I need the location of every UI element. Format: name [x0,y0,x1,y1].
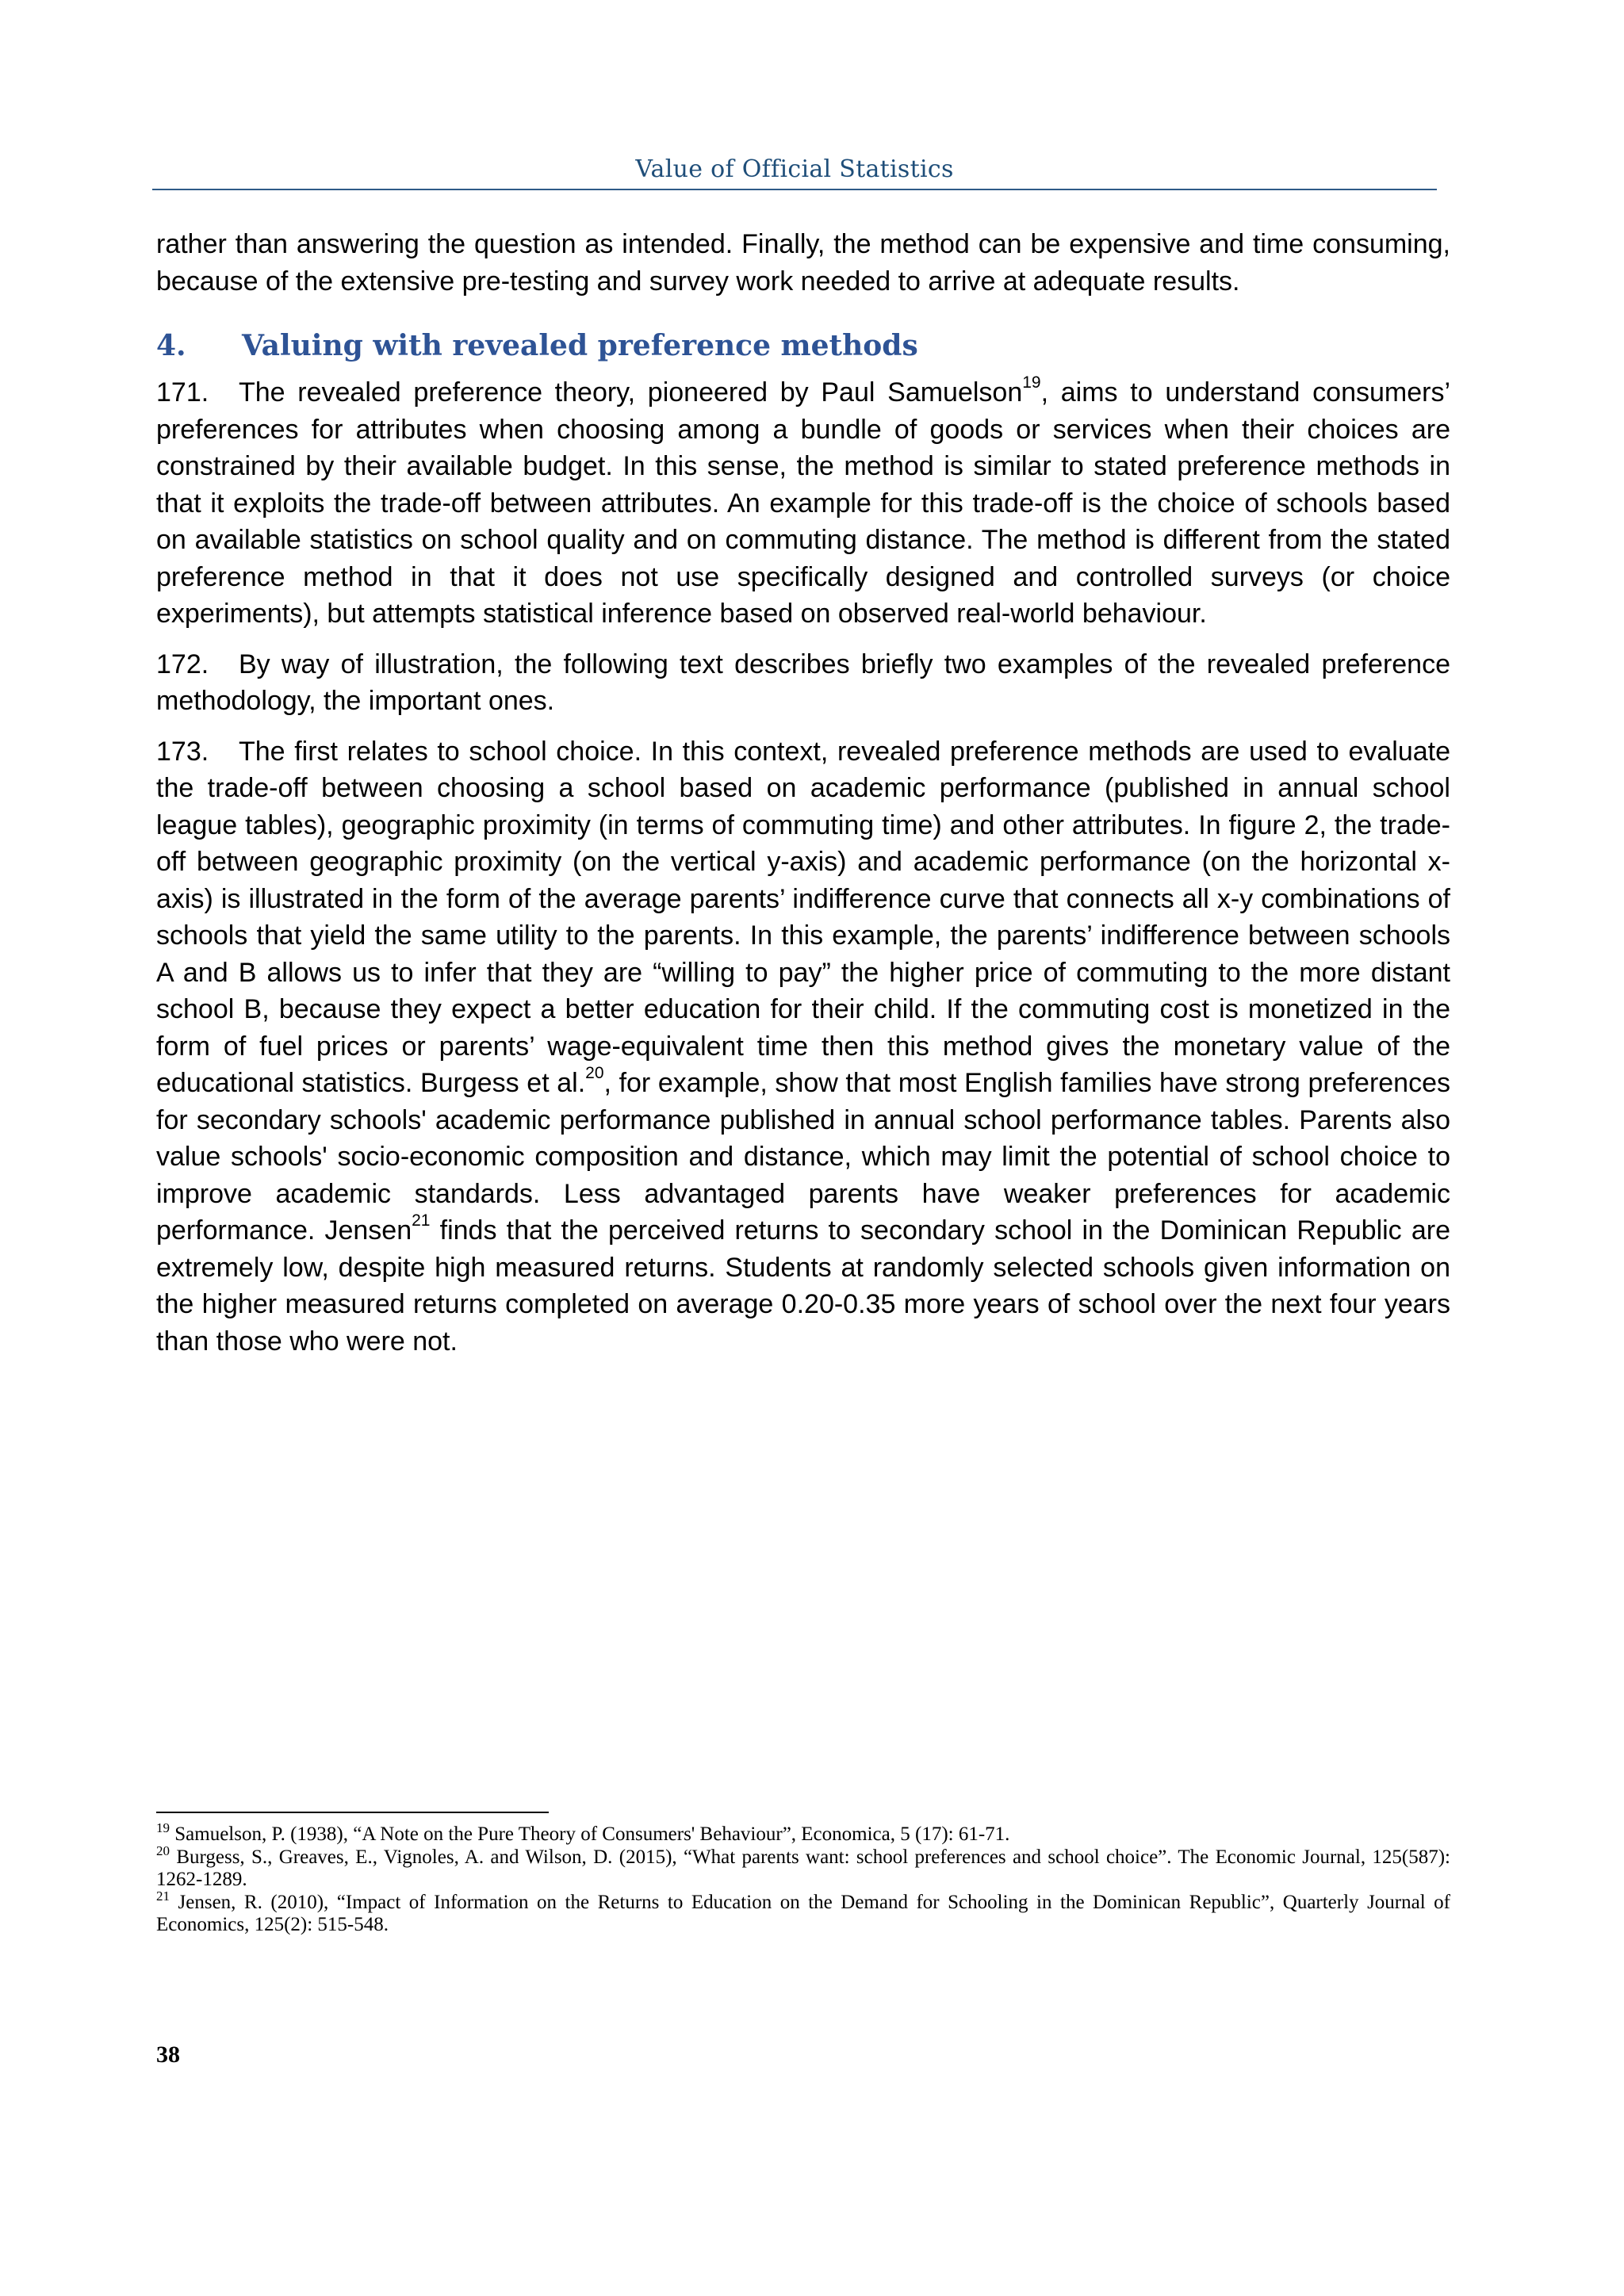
section-title: Valuing with revealed preference methods [242,329,918,362]
running-header: Value of Official Statistics [635,155,954,183]
footnote-text: Burgess, S., Greaves, E., Vignoles, A. and Wilson, D. (2015), “What parents want: school preferences and school choice”. The Economic Journal, 125(587): 1262-1289. [156,1846,1451,1890]
footnote-separator [156,1812,549,1813]
footnote-marker: 19 [156,1820,170,1835]
footnote-marker: 21 [156,1888,170,1904]
footnote-text: Jensen, R. (2010), “Impact of Information on the Returns to Education on the Demand for Schooling in the Dominican Republic”, Quarterly Journal of Economics, 125(2): 515-548. [156,1892,1450,1935]
paragraph-171 [156,374,1450,633]
paragraph-text: The first relates to school choice. In this context, revealed preference methods are used to evaluate the trade-off between choosing a school based on academic performance (published in annual school league tables), geographic proximity (in terms of commuting time) and other attributes. In figure 2, the trade-off between geographic proximity (on the vertical y-axis) and academic performance (on the horizontal x-axis) is illustrated in the form of the average parents’ indifference curve that connects all x-y combinations of schools that yield the same utility to the parents. In this example, the parents’ indifference between schools A and B allows us to infer that they are “willing to pay” the higher price of commuting to the more distant school B, because they expect a better education for their child. If the commuting cost is monetized in the form of fuel prices or parents’ wage-equivalent time then this method gives the monetary value of the educational statistics. Burgess et al. [156,736,1450,1098]
section-heading [156,327,1450,365]
header-rule [152,189,1437,190]
footnote-marker: 20 [156,1843,170,1858]
paragraph-number: 173. [156,736,209,767]
body-text [156,226,1450,1360]
footnote [156,1820,1450,1846]
section-number: 4. [156,329,186,362]
paragraph-173 [156,733,1450,1360]
paragraph-number: 172. [156,649,209,679]
paragraph-text: , aims to understand consumers’ preferences for attributes when choosing among a bundle of goods or services when their choices are constrained by their available budget. In this sense, the method is similar to stated preference methods in that it exploits the trade-off between attributes. An example for this trade-off is the choice of schools based on available statistics on school quality and on commuting distance. The method is different from the stated preference method in that it does not use specifically designed and controlled surveys (or choice experiments), but attempts statistical inference based on observed real-world behaviour. [156,377,1451,629]
paragraph-text: finds that the perceived returns to secondary school in the Dominican Republic are extremely low, despite high measured returns. Students at randomly selected schools given information on the higher measured returns completed on average 0.20-0.35 more years of school over the next four years than those who were not. [156,1215,1450,1357]
paragraph-text: , for example, show that most English families have strong preferences for secondary schools' academic performance published in annual school performance tables. Parents also value schools' socio-economic composition and distance, which may limit the potential of school choice to improve academic standards. Less advantaged parents have weaker preferences for academic performance. Jensen [156,1068,1450,1246]
footnote-ref[interactable]: 19 [1022,373,1041,392]
paragraph-number: 171. [156,377,209,408]
paragraph-172 [156,646,1450,720]
paragraph-text: The revealed preference theory, pioneered by Paul Samuelson [239,377,1023,408]
footnotes [156,1820,1451,1937]
page-number: 38 [156,2042,180,2068]
footnote [156,1843,1451,1891]
intro-paragraph: rather than answering the question as intended. Finally, the method can be expensive and time consuming, because of the extensive pre-testing and survey work needed to arrive at adequate results. [156,229,1450,297]
footnote [156,1888,1450,1936]
footnote-text: Samuelson, P. (1938), “A Note on the Pure Theory of Consumers' Behaviour”, Economica, 5 (17): 61-71. [174,1823,1010,1845]
footnote-ref[interactable]: 20 [585,1064,604,1083]
footnote-ref[interactable]: 21 [412,1211,431,1230]
paragraph-text: By way of illustration, the following text describes briefly two examples of the revealed preference methodology, the important ones. [156,649,1450,716]
